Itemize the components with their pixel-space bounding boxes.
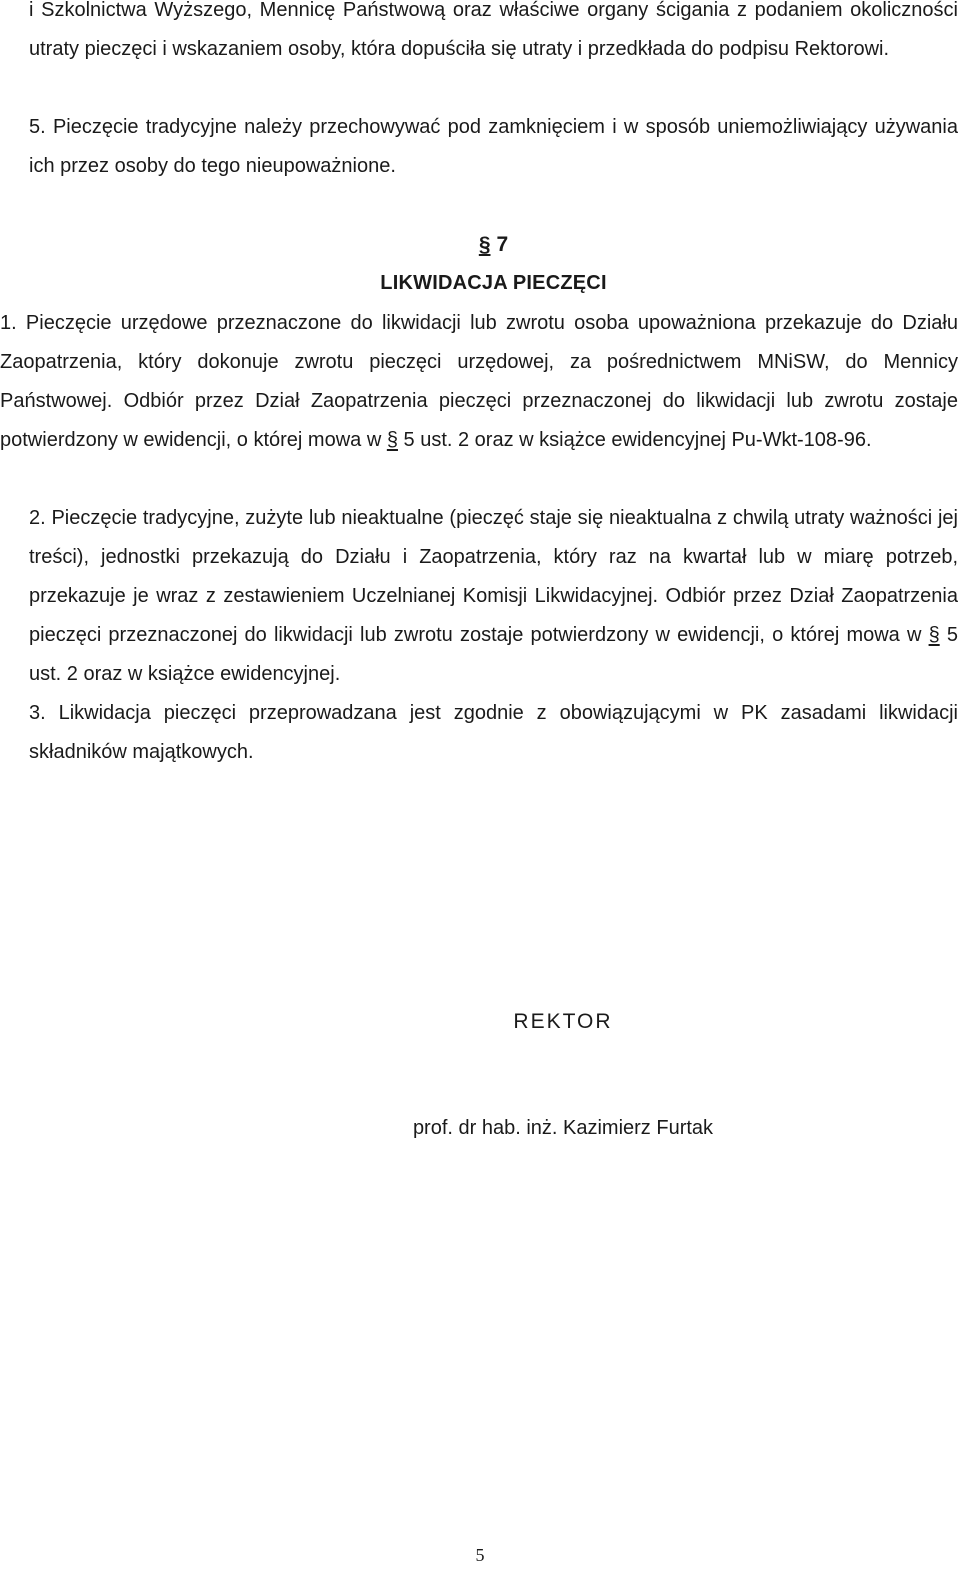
list-item-number: 1. — [0, 312, 17, 334]
section-heading — [29, 225, 958, 302]
section-number — [29, 225, 958, 264]
list-item-text: Pieczęcie urzędowe przeznaczone do likwidacji lub zwrotu osoba upoważniona przekazuje do Działu Zaopatrzenia, który dokonuje zwrotu pieczęci urzędowej, za pośrednictwem MNiSW, do Mennicy Państwowej. Odbiór przez Dział Zaopatrzenia pieczęci przeznaczonej do likwidacji lub zwrotu zostaje potwierdzony w ewidencji, o której mowa w — [0, 312, 958, 451]
list-item-text-continued: 5 ust. 2 oraz w książce ewidencyjnej. — [29, 624, 958, 685]
list-item-text: Pieczęcie tradycyjne należy przechowywać pod zamknięciem i w sposób uniemożliwiający używania ich przez osoby do tego nieupoważnione. — [29, 116, 958, 177]
list-item-text-continued: 5 ust. 2 oraz w książce ewidencyjnej Pu-Wkt-108-96. — [403, 429, 872, 451]
paragraph-ref-sign: § — [928, 624, 940, 646]
section-sign: § — [478, 233, 491, 256]
list-item-text: Pieczęcie tradycyjne, zużyte lub nieaktualne (pieczęć staje się nieaktualna z chwilą utraty ważności jej treści), jednostki przekazują do Działu i Zaopatrzenia, który raz na kwartał lub w miarę potrzeb, przekazuje je wraz z zestawieniem Uczelnianej Komisji Likwidacyjnej. Odbiór przez Dział Zaopatrzenia pieczęci przeznaczonej do likwidacji lub zwrotu zostaje potwierdzony w ewidencji, o której mowa w — [29, 507, 958, 646]
rektor-label: REKTOR — [513, 1010, 613, 1033]
list-item-1 — [0, 304, 958, 460]
list-item-2 — [29, 499, 958, 694]
list-item-3 — [29, 694, 958, 772]
list-item-number: 2. — [29, 507, 46, 529]
section-number-value: 7 — [496, 233, 509, 256]
list-item-5 — [29, 108, 958, 186]
signatory-name: prof. dr hab. inż. Kazimierz Furtak — [412, 1117, 714, 1139]
page-number: 5 — [475, 1545, 485, 1565]
intro-paragraph: i Szkolnictwa Wyższego, Mennicę Państwową oraz właściwe organy ścigania z podaniem okoliczności utraty pieczęci i wskazaniem osoby, która dopuściła się utraty i przedkłada do podpisu Rektorowi. — [29, 0, 958, 60]
list-item-number: 3. — [29, 702, 46, 724]
list-item-text: Likwidacja pieczęci przeprowadzana jest zgodnie z obowiązującymi w PK zasadami likwidacji składników majątkowych. — [29, 702, 958, 763]
section-title: LIKWIDACJA PIECZĘCI — [380, 272, 607, 294]
paragraph-ref-sign: § — [386, 429, 398, 451]
list-item-number: 5. — [29, 116, 46, 138]
